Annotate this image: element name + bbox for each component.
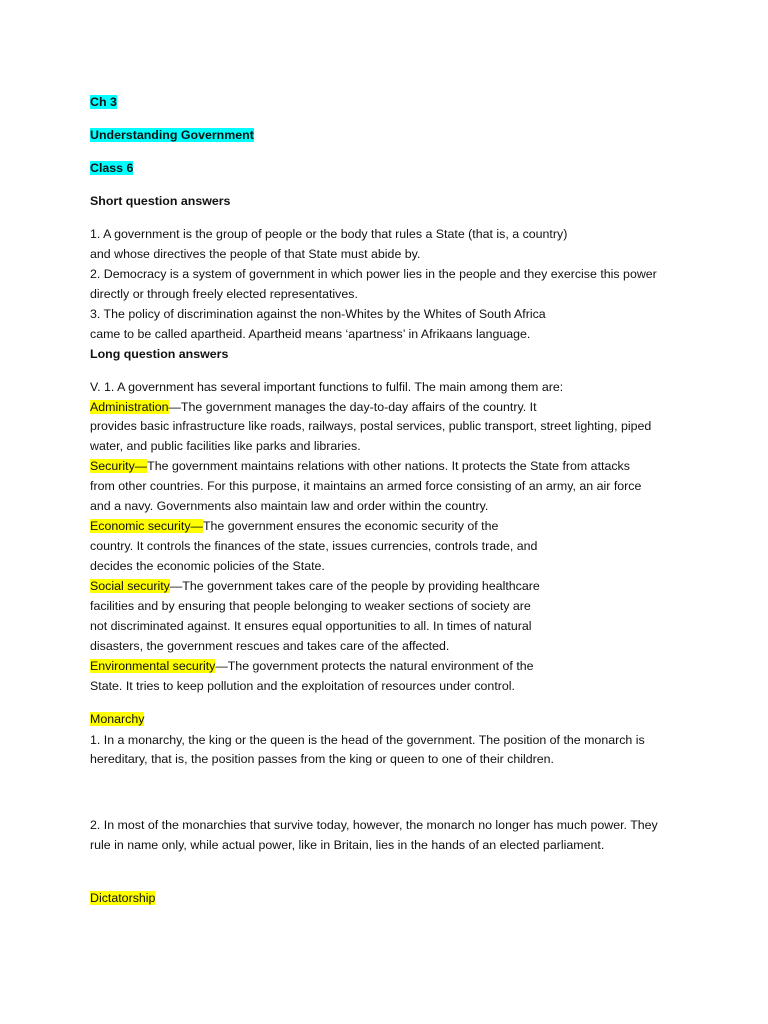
social-security-line: not discriminated against. It ensures equal opportunities to all. In times of natural bbox=[90, 619, 532, 633]
security-line: from other countries. For this purpose, it maintains an armed force consisting of an army, an air force bbox=[90, 479, 642, 493]
economic-security-line: Economic security—The government ensures the economic security of the bbox=[90, 519, 499, 533]
social-security-line: Social security—The government takes care of the people by providing healthcare bbox=[90, 579, 540, 593]
social-security-line: facilities and by ensuring that people belonging to weaker sections of society are bbox=[90, 599, 531, 613]
security-term: Security— bbox=[90, 459, 148, 473]
security-line: Security—The government maintains relations with other nations. It protects the State from attacks bbox=[90, 459, 630, 473]
short-answer-line: came to be called apartheid. Apartheid means ‘apartness’ in Afrikaans language. bbox=[90, 327, 531, 341]
economic-security-line: decides the economic policies of the State. bbox=[90, 559, 325, 573]
administration-term: Administration bbox=[90, 400, 169, 414]
dictatorship-heading: Dictatorship bbox=[90, 891, 156, 905]
short-answer-line: 1. A government is the group of people or the body that rules a State (that is, a country) bbox=[90, 227, 568, 241]
class-label: Class 6 bbox=[90, 161, 134, 175]
monarchy-paragraph-line: 2. In most of the monarchies that survive today, however, the monarch no longer has much power. They bbox=[90, 818, 658, 832]
long-answers-heading: Long question answers bbox=[90, 347, 229, 361]
environmental-security-term: Environmental security bbox=[90, 659, 216, 673]
short-answer-line: 2. Democracy is a system of government in which power lies in the people and they exercise this power bbox=[90, 267, 657, 281]
short-answer-line: directly or through freely elected representatives. bbox=[90, 287, 358, 301]
short-answer-line: 3. The policy of discrimination against the non-Whites by the Whites of South Africa bbox=[90, 307, 546, 321]
chapter-label: Ch 3 bbox=[90, 95, 117, 109]
environmental-security-line: State. It tries to keep pollution and the exploitation of resources under control. bbox=[90, 679, 515, 693]
short-answers-heading: Short question answers bbox=[90, 194, 231, 208]
document-title: Understanding Government bbox=[90, 128, 254, 142]
security-line: and a navy. Governments also maintain law and order within the country. bbox=[90, 499, 489, 513]
administration-line: provides basic infrastructure like roads, railways, postal services, public transport, street lighting, piped bbox=[90, 419, 652, 433]
economic-security-line: country. It controls the finances of the state, issues currencies, controls trade, and bbox=[90, 539, 538, 553]
monarchy-paragraph-line: 1. In a monarchy, the king or the queen is the head of the government. The position of the monarch is bbox=[90, 733, 645, 747]
environmental-security-line: Environmental security—The government protects the natural environment of the bbox=[90, 659, 534, 673]
administration-line: water, and public facilities like parks and libraries. bbox=[90, 439, 361, 453]
monarchy-paragraph-line: rule in name only, while actual power, like in Britain, lies in the hands of an elected parliament. bbox=[90, 838, 605, 852]
social-security-line: disasters, the government rescues and takes care of the affected. bbox=[90, 639, 450, 653]
short-answer-line: and whose directives the people of that State must abide by. bbox=[90, 247, 421, 261]
economic-security-term: Economic security— bbox=[90, 519, 203, 533]
administration-line: Administration—The government manages the day-to-day affairs of the country. It bbox=[90, 400, 537, 414]
monarchy-heading: Monarchy bbox=[90, 712, 145, 726]
long-answer-intro: V. 1. A government has several important functions to fulfil. The main among them are: bbox=[90, 380, 564, 394]
social-security-term: Social security bbox=[90, 579, 170, 593]
monarchy-paragraph-line: hereditary, that is, the position passes from the king or queen to one of their children. bbox=[90, 752, 554, 766]
